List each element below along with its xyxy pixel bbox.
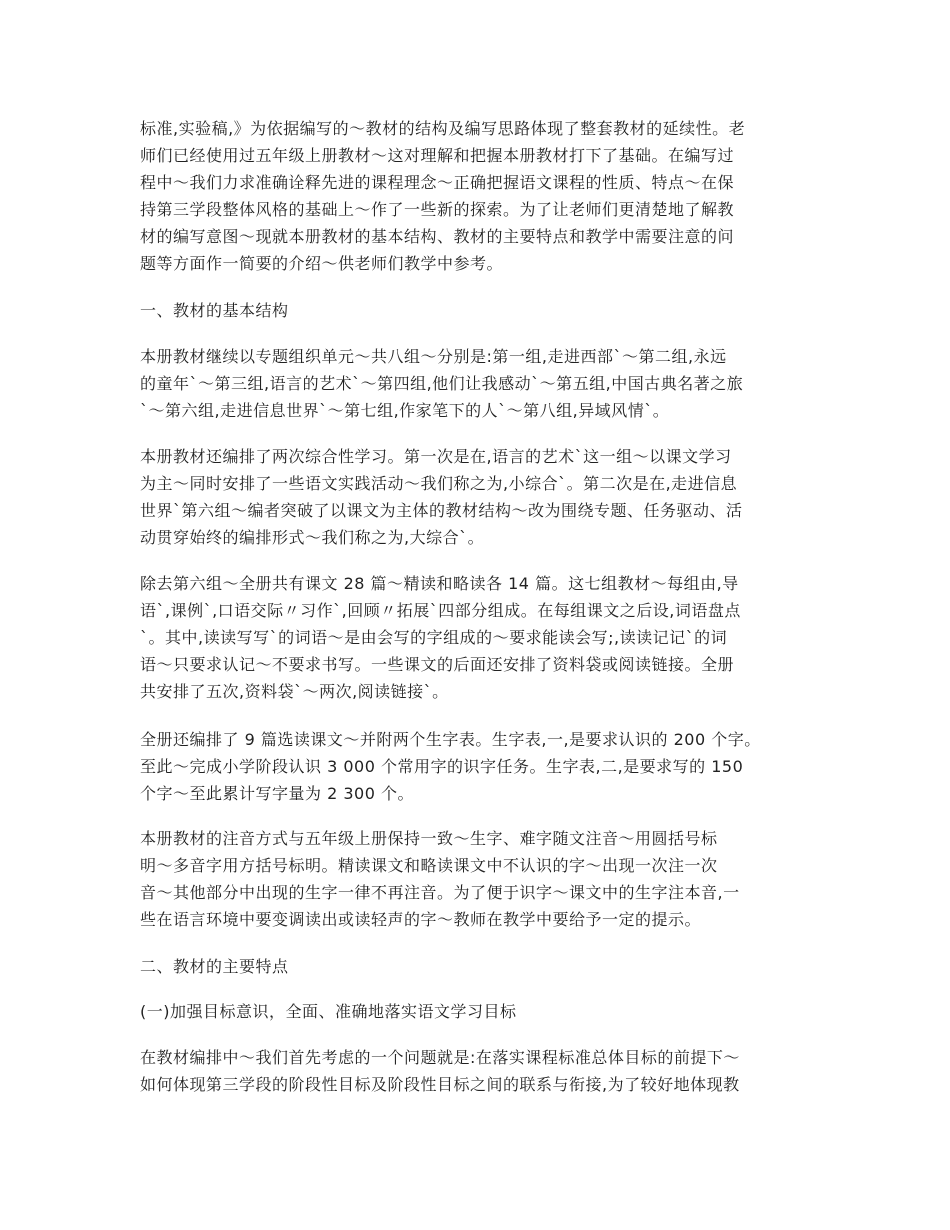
text-line: 材的编写意图～现就本册教材的基本结构、教材的主要特点和教学中需要注意的问: [140, 227, 735, 246]
text-line: 的童年`～第三组,语言的艺术`～第四组,他们让我感动`～第五组,中国古典名著之旅: [140, 374, 744, 393]
text-line: 全册还编排了 9 篇选读课文～并附两个生字表。生字表,一,是要求认识的 200 个字。: [140, 730, 761, 749]
text-line: `。其中,读读写写`的词语～是由会写的字组成的～要求能读会写;,读读记记`的词: [140, 628, 728, 647]
text-line: 如何体现第三学段的阶段性目标及阶段性目标之间的联系与衔接,为了较好地体现教: [140, 1075, 740, 1094]
section-heading-features: [140, 953, 820, 980]
text-line: 语`,课例`,口语交际〃习作`,回顾〃拓展`四部分组成。在每组课文之后设,词语盘点: [140, 601, 741, 620]
text-line: 程中～我们力求准确诠释先进的课程理念～正确把握语文课程的性质、特点～在保: [140, 173, 735, 192]
subsection-heading-goals: [140, 998, 820, 1025]
paragraph-lessons: [140, 570, 820, 705]
heading-text: 二、教材的主要特点: [140, 957, 289, 976]
text-line: 个字～至此累计写字量为 2 300 个。: [140, 784, 414, 803]
text-line: 持第三学段整体风格的基础上～作了一些新的探索。为了让老师们更清楚地了解教: [140, 200, 735, 219]
paragraph-intro: [140, 115, 820, 277]
text-line: 师们已经使用过五年级上册教材～这对理解和把握本册教材打下了基础。在编写过: [140, 146, 735, 165]
heading-text: 一、教材的基本结构: [140, 301, 289, 320]
text-line: 本册教材的注音方式与五年级上册保持一致～生字、难字随文注音～用圆括号标: [140, 829, 718, 848]
text-line: 本册教材继续以专题组织单元～共八组～分别是:第一组,走进西部`～第二组,永远: [140, 347, 727, 366]
text-line: 明～多音字用方括号标明。精读课文和略读课文中不认识的字～出现一次注一次: [140, 856, 718, 875]
text-line: 题等方面作一简要的介绍～供老师们教学中参考。: [140, 254, 504, 273]
paragraph-goals: [140, 1044, 820, 1098]
paragraph-phonetic-notation: [140, 825, 820, 933]
paragraph-comprehensive-learning: [140, 443, 820, 551]
text-line: 在教材编排中～我们首先考虑的一个问题就是:在落实课程标准总体目标的前提下～: [140, 1048, 740, 1067]
text-line: 共安排了五次,资料袋`～两次,阅读链接`。: [140, 682, 449, 701]
paragraph-units: [140, 343, 820, 424]
text-line: `～第六组,走进信息世界`～第七组,作家笔下的人`～第八组,异域风情`。: [140, 401, 670, 420]
heading-text: (一)加强目标意识，全面、准确地落实语文学习目标: [140, 1002, 517, 1021]
text-line: 本册教材还编排了两次综合性学习。第一次是在,语言的艺术`这一组～以课文学习: [140, 447, 732, 466]
text-line: 为主～同时安排了一些语文实践活动～我们称之为,小综合`。第二次是在,走进信息: [140, 474, 738, 493]
text-line: 至此～完成小学阶段认识 3 000 个常用字的识字任务。生字表,二,是要求写的 150: [140, 757, 744, 776]
text-line: 语～只要求认记～不要求书写。一些课文的后面还安排了资料袋或阅读链接。全册: [140, 655, 735, 674]
text-line: 音～其他部分中出现的生字一律不再注音。为了便于识字～课文中的生字注本音,一: [140, 883, 740, 902]
text-line: 世界`第六组～编者突破了以课文为主体的教材结构～改为围绕专题、任务驱动、活: [140, 501, 743, 520]
text-line: 标准,实验稿,》为依据编写的～教材的结构及编写思路体现了整套教材的延续性。老: [140, 119, 746, 138]
section-heading-structure: [140, 297, 820, 324]
paragraph-character-tables: [140, 726, 820, 807]
text-line: 除去第六组～全册共有课文 28 篇～精读和略读各 14 篇。这七组教材～每组由,导: [140, 574, 739, 593]
text-line: 些在语言环境中要变调读出或读轻声的字～教师在教学中要给予一定的提示。: [140, 910, 702, 929]
text-line: 动贯穿始终的编排形式～我们称之为,大综合`。: [140, 528, 485, 547]
